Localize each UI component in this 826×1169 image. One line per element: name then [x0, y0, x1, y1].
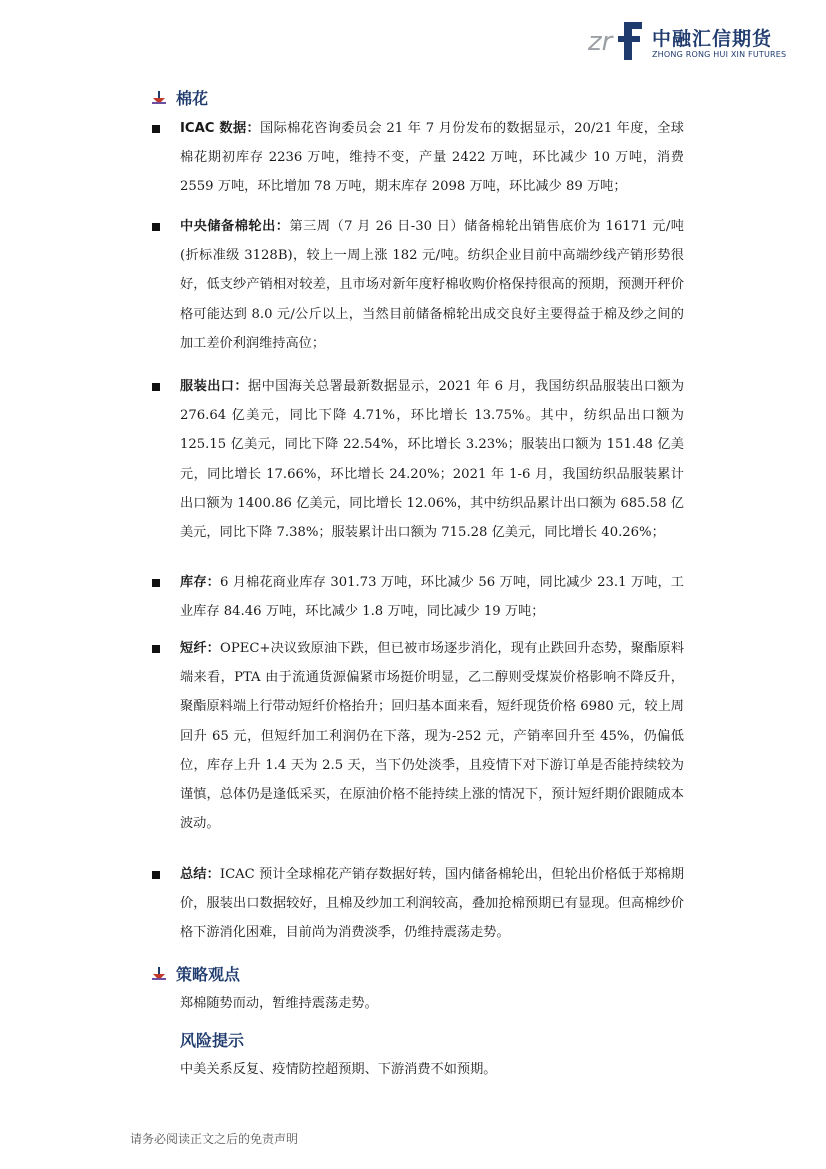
- bullet-item-icac: [152, 114, 684, 202]
- zrf-logo-icon: [588, 20, 648, 62]
- section-title-text: 棉花: [176, 89, 209, 108]
- section-title-text: 策略观点: [176, 965, 241, 984]
- item-text: ICAC 预计全球棉花产销存数据好转，国内储备棉轮出，但轮出价格低于郑棉期价，服装出口数据较好，且棉及纱加工利润较高，叠加抢棉预期已有显现。但高棉纱价格下游消化困难，目前尚为消费淡季，仍维持震荡走势。: [180, 867, 685, 941]
- item-label: 库存：: [180, 575, 220, 590]
- bullet-item-staple-fiber: [152, 634, 684, 838]
- disclaimer-footer: 请务必阅读正文之后的免责声明: [130, 1132, 299, 1146]
- company-logo: [588, 20, 788, 62]
- arrow-marker-icon: [152, 967, 166, 981]
- item-label: 中央储备棉轮出：: [180, 219, 290, 234]
- bullet-item-apparel-export: [152, 372, 684, 547]
- section-heading-risk: 风险提示: [180, 1031, 245, 1050]
- strategy-text: 郑棉随势而动，暂维持震荡走势。: [180, 996, 378, 1011]
- square-bullet-icon: [152, 125, 160, 133]
- bullet-item-inventory: [152, 568, 684, 626]
- item-label: 短纤：: [180, 641, 221, 656]
- item-text: OPEC+决议致原油下跌，但已被市场逐步消化，现有止跌回升态势，聚酯原料端来看，PTA 由于流通货源偏紧市场挺价明显，乙二醇则受煤炭价格影响不降反升，聚酯原料端上行带动短纤价格抬升；回归基本面来看，短纤现货价格 6980 元，较上周回升 65 元，但短纤加工利润仍在下落，现为-252 元，产销率回升至 45%，仍偏低位，库存上升 1.4 天为 2.5 天，当下仍处淡季，且疫情下对下游订单是否能持续较为谨慎，总体仍是逢低采买，在原油价格不能持续上涨的情况下，预计短纤期价跟随成本波动。: [180, 641, 685, 832]
- item-text: 6 月棉花商业库存 301.73 万吨，环比减少 56 万吨，同比减少 23.1 万吨，工业库存 84.46 万吨，环比减少 1.8 万吨，同比减少 19 万吨；: [180, 575, 684, 620]
- item-text: 据中国海关总署最新数据显示，2021 年 6 月，我国纺织品服装出口额为 276.64 亿美元，同比下降 4.71%，环比增长 13.75%。其中，纺织品出口额为 125.15 亿美元，同比下降 22.54%，环比增长 3.23%；服装出口额为 151.48 亿美元，同比增长 17.66%，环比增长 24.20%；2021 年 1-6 月，我国纺织品服装累计出口额为 1400.86 亿美元，同比增长 12.06%，其中纺织品累计出口额为 685.58 亿美元，同比下降 7.38%；服装累计出口额为 715.28 亿美元，同比增长 40.26%；: [180, 379, 685, 541]
- square-bullet-icon: [152, 871, 160, 879]
- bullet-item-summary: [152, 860, 684, 948]
- square-bullet-icon: [152, 645, 160, 653]
- square-bullet-icon: [152, 223, 160, 231]
- logo-chinese-name: 中融汇信期货: [652, 28, 773, 50]
- item-text: 第三周（7 月 26 日-30 日）储备棉轮出销售底价为 16171 元/吨(折标准级 3128B)，较上一周上涨 182 元/吨。纺织企业目前中高端纱线产销形势很好，低支纱产销相对较差，且市场对新年度籽棉收购价格保持很高的预期，预测开秤价格可能达到 8.0 元/公斤以上，当然目前储备棉轮出成交良好主要得益于棉及纱之间的加工差价利润维持高位；: [180, 219, 684, 351]
- item-label: 服装出口：: [180, 379, 248, 394]
- square-bullet-icon: [152, 383, 160, 391]
- bullet-item-reserve: [152, 212, 684, 358]
- item-label: 总结：: [180, 867, 220, 882]
- arrow-marker-icon: [152, 91, 166, 105]
- square-bullet-icon: [152, 579, 160, 587]
- risk-text: 中美关系反复、疫情防控超预期、下游消费不如预期。: [180, 1062, 497, 1077]
- item-label: ICAC 数据：: [180, 121, 261, 136]
- item-text: 国际棉花咨询委员会 21 年 7 月份发布的数据显示，20/21 年度，全球棉花期初库存 2236 万吨，维持不变，产量 2422 万吨，环比减少 10 万吨，消费 2559 万吨，环比增加 78 万吨，期末库存 2098 万吨，环比减少 89 万吨；: [180, 121, 684, 195]
- svg-text:zr: zr: [588, 27, 613, 57]
- section-heading-strategy: [152, 962, 240, 985]
- logo-english-name: ZHONG RONG HUI XIN FUTURES: [652, 50, 787, 59]
- section-heading-cotton: [152, 86, 208, 109]
